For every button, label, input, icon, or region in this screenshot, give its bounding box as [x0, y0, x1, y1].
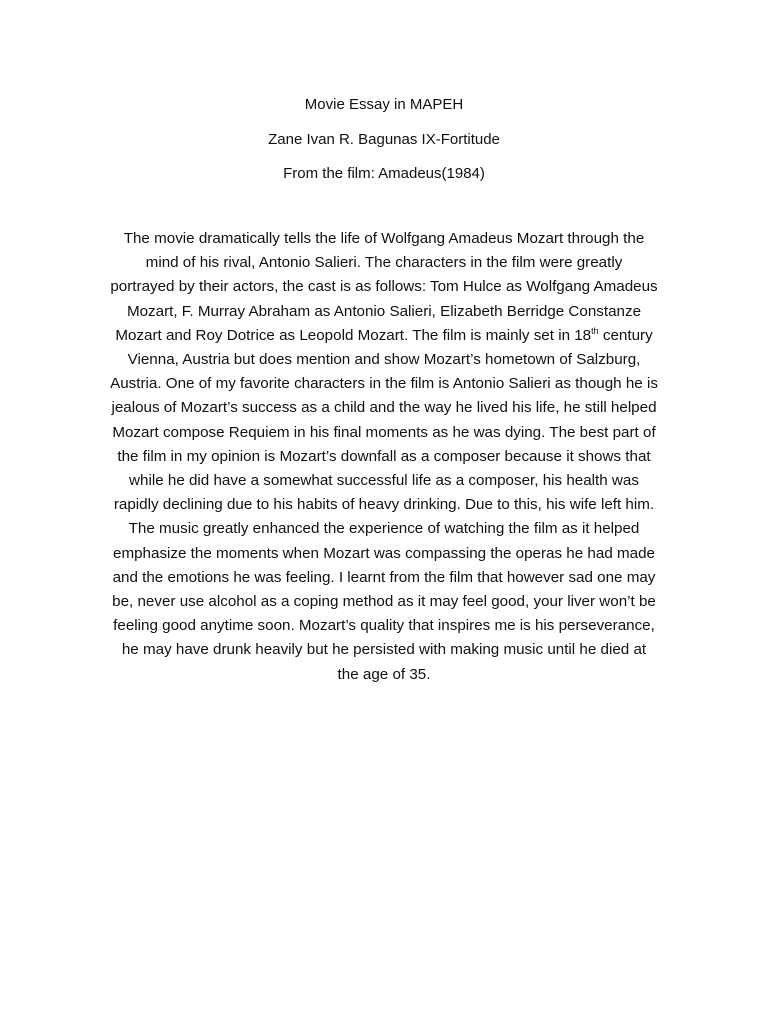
essay-body [88, 227, 680, 687]
body-text-segment: century [598, 326, 653, 344]
body-line: while he did have a somewhat successful life as a composer, his health was [129, 472, 639, 490]
body-line: and the emotions he was feeling. I learnt from the film that however sad one may [112, 568, 656, 586]
author-line: Zane Ivan R. Bagunas IX-Fortitude [268, 131, 500, 148]
body-line: The movie dramatically tells the life of Wolfgang Amadeus Mozart through the [123, 230, 645, 247]
body-line: he may have drunk heavily but he persisted with making music until he died at [121, 641, 647, 659]
body-line: rapidly declining due to his habits of heavy drinking. Due to this, his wife left him. [113, 496, 655, 514]
body-line: Austria. One of my favorite characters in the film is Antonio Salieri as though he is [110, 375, 658, 393]
body-line: Mozart, F. Murray Abraham as Antonio Salieri, Elizabeth Berridge Constanze [126, 302, 642, 320]
body-line: portrayed by their actors, the cast is as follows: Tom Hulce as Wolfgang Amadeus [110, 278, 658, 296]
film-line: From the film: Amadeus(1984) [283, 165, 485, 182]
body-line: The music greatly enhanced the experience of watching the film as it helped [128, 520, 640, 538]
body-line: Vienna, Austria but does mention and show Mozart’s hometown of Salzburg, [127, 351, 641, 369]
ordinal-superscript: th [591, 325, 599, 336]
body-text-segment: Mozart and Roy Dotrice as Leopold Mozart. The film is mainly set in 18 [115, 326, 592, 344]
body-line: be, never use alcohol as a coping method as it may feel good, your liver won’t be [112, 593, 656, 611]
body-line: feeling good anytime soon. Mozart’s quality that inspires me is his perseverance, [113, 617, 655, 635]
essay-title: Movie Essay in MAPEH [304, 96, 464, 113]
body-line: mind of his rival, Antonio Salieri. The characters in the film were greatly [145, 254, 623, 272]
body-line: jealous of Mozart’s success as a child and the way he lived his life, he still helped [111, 399, 657, 417]
body-line: the age of 35. [337, 665, 431, 683]
body-line: emphasize the moments when Mozart was compassing the operas he had made [113, 544, 655, 562]
body-line: Mozart compose Requiem in his final moments as he was dying. The best part of [112, 423, 656, 441]
body-line-with-superscript [88, 324, 680, 348]
body-line: the film in my opinion is Mozart’s downfall as a composer because it shows that [117, 447, 651, 465]
